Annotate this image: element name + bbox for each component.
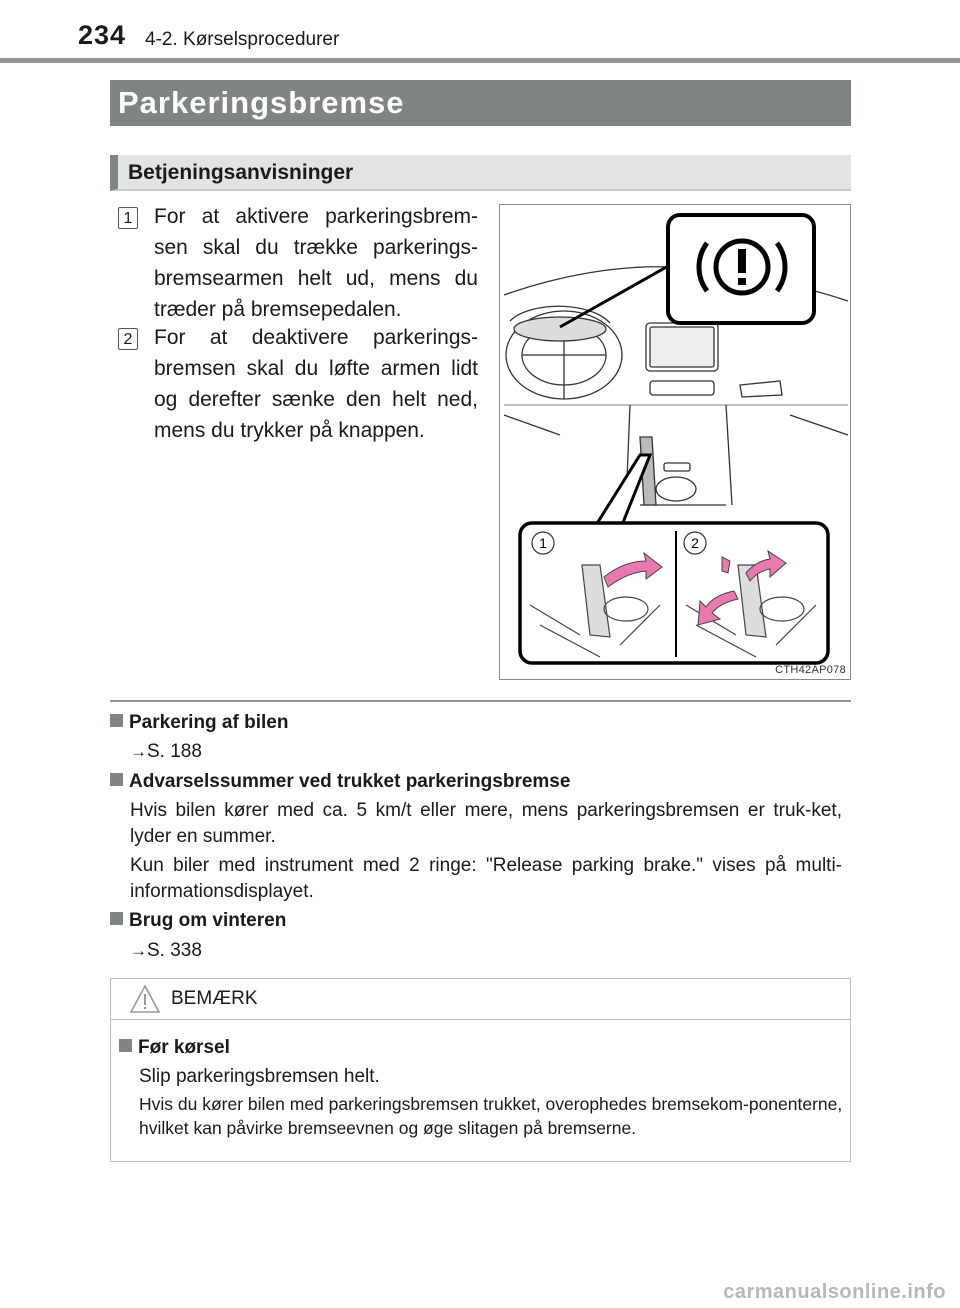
square-bullet-icon (110, 912, 123, 925)
square-bullet-icon (110, 773, 123, 786)
chapter-title: 4-2. Kørselsprocedurer (145, 29, 340, 50)
header-rule (0, 58, 960, 63)
square-bullet-icon (119, 1039, 132, 1052)
figure-code: CTH42AP078 (775, 664, 846, 676)
section-paragraph: Hvis bilen kører med ca. 5 km/t eller mere, mens parkeringsbremsen er truk-ket, lyder en summer. (130, 800, 842, 847)
inset-label-2: 2 (691, 535, 699, 551)
step-number: 2 (118, 328, 138, 350)
section-paragraph: Kun biler med instrument med 2 ringe: "Release parking brake." vises på multi-informationsdisplayet. (130, 855, 842, 902)
notice-text: Hvis du kører bilen med parkeringsbremsen trukket, overophedes bremsekom-ponenterne, hvilket kan påvirke bremseevnen og øge slitagen på bremserne. (139, 1094, 843, 1138)
arrow-right-icon: → (130, 742, 147, 761)
step-text: For at aktivere parkeringsbrem-sen skal du trække parkerings-bremsearmen helt ud, mens du træder på bremsepedalen. (154, 205, 478, 321)
section-title: Parkeringsbremse (110, 80, 851, 126)
step-number: 1 (118, 207, 138, 229)
section-heading-buzzer: Advarselssummer ved trukket parkeringsbremse (110, 771, 570, 793)
notice-box (110, 978, 851, 1162)
subsection-title: Betjeningsanvisninger (110, 155, 851, 191)
footer-watermark: carmanualsonline.info (723, 1281, 946, 1303)
section-heading-parking: Parkering af bilen (110, 712, 288, 734)
section-heading-winter: Brug om vinteren (110, 910, 286, 932)
square-bullet-icon (110, 714, 123, 727)
page-reference[interactable]: →S. 188 (130, 741, 202, 762)
page-header (78, 20, 898, 62)
step-text: For at deaktivere parkerings-bremsen skal du løfte armen lidt og derefter sænke den helt ned, mens du trykker på knappen. (154, 326, 478, 442)
brake-lever-inset (520, 523, 828, 663)
section-divider (110, 700, 851, 702)
notice-title: BEMÆRK (171, 988, 258, 1009)
arrow-right-icon: → (130, 941, 147, 960)
page-reference[interactable]: →S. 338 (130, 940, 202, 961)
page-number: 234 (78, 20, 127, 50)
notice-subheading: Før kørsel (119, 1037, 230, 1059)
notice-text: Slip parkeringsbremsen helt. (139, 1066, 380, 1087)
dashboard-drawing (500, 205, 850, 679)
inset-label-1: 1 (539, 535, 547, 551)
parking-brake-illustration (499, 204, 851, 680)
notice-header (111, 979, 850, 1020)
warning-triangle-icon (129, 984, 161, 1014)
